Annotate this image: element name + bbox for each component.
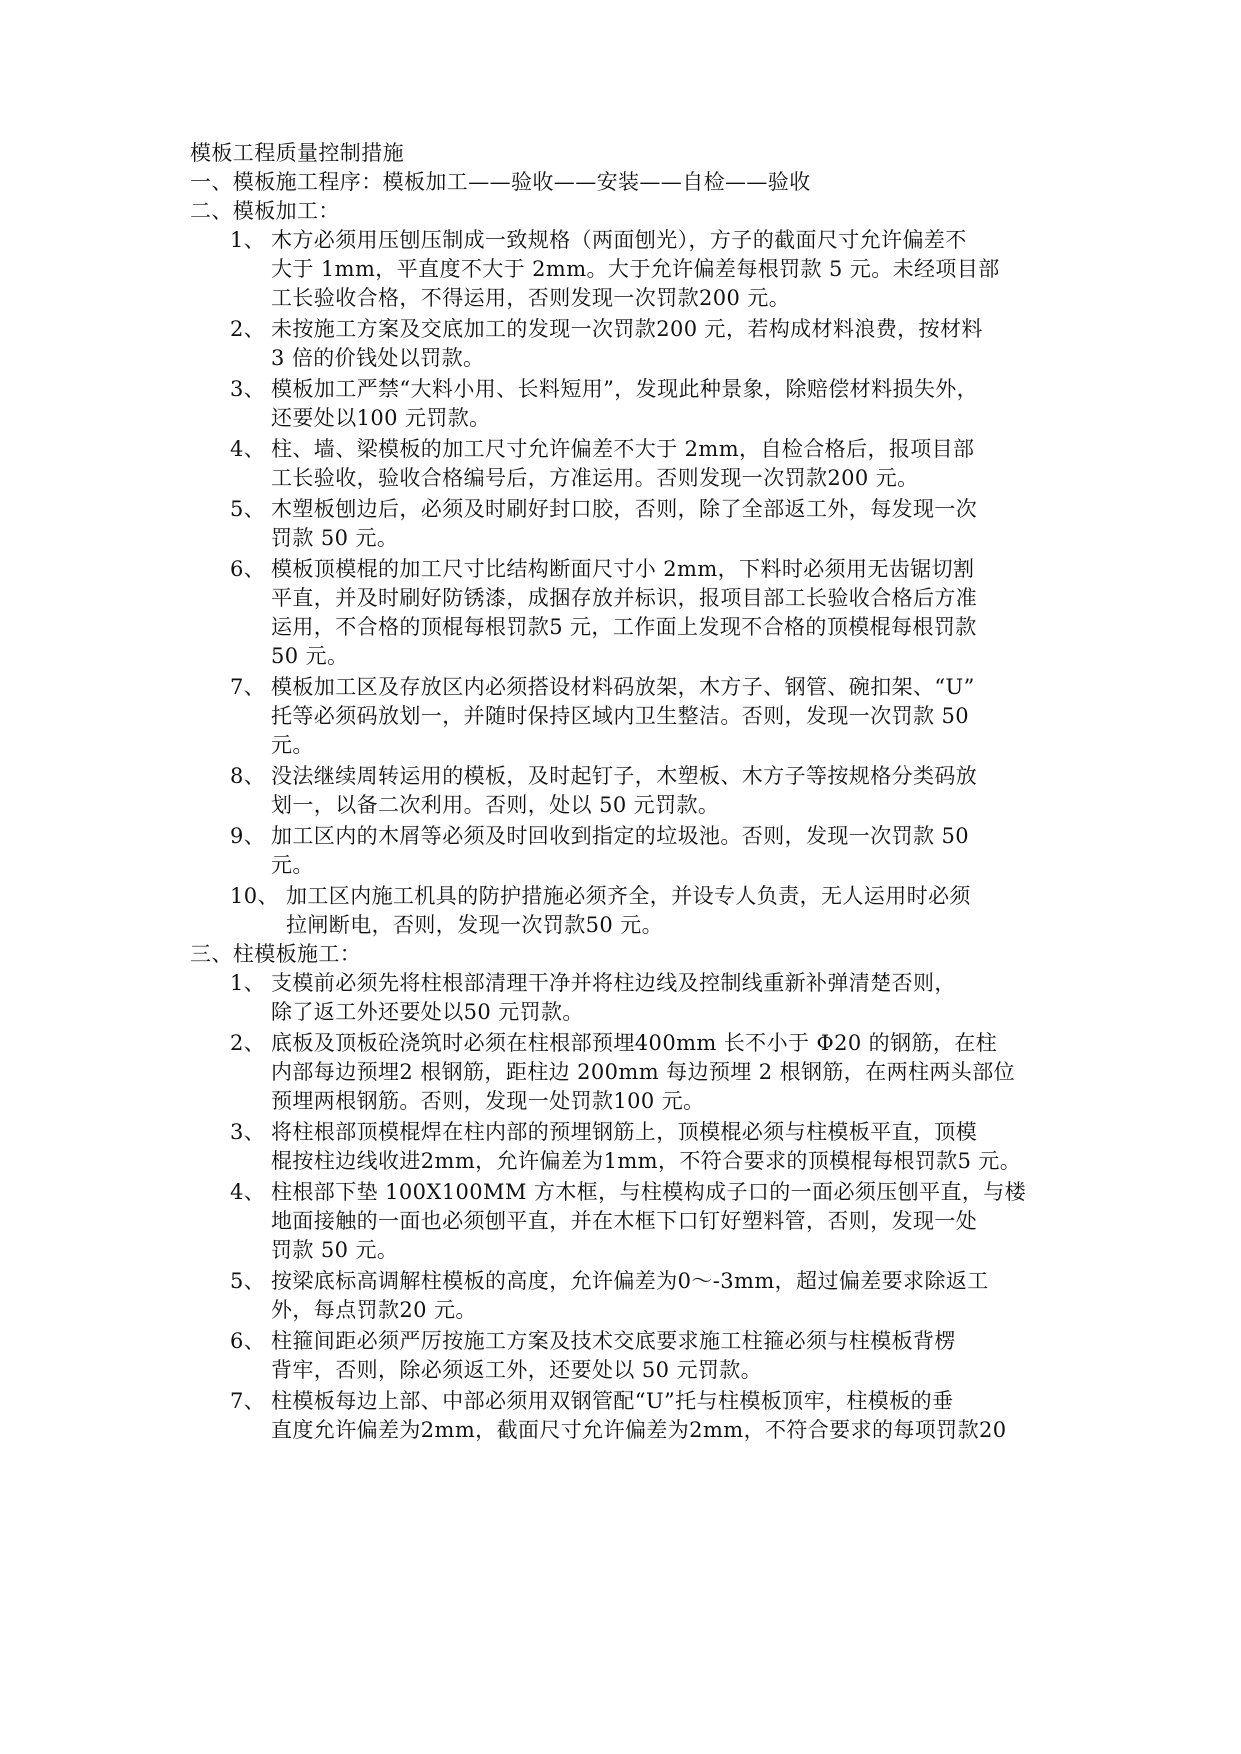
item-number: 6、 [230,557,266,581]
item-text-line: 棍按柱边线收进2mm，允许偏差为1mm，不符合要求的顶模棍每根罚款5 元。 [271,1149,1022,1173]
item-number: 3、 [230,377,266,401]
item-number: 7、 [230,1389,266,1413]
section-heading-2: 二、模板加工： [190,199,340,223]
item-number: 6、 [230,1329,266,1353]
item-text-line: 木方必须用压刨压制成一致规格（两面刨光），方子的截面尺寸允许偏差不 [271,228,967,252]
item-text-line: 元。 [271,733,314,757]
item-number: 5、 [230,1269,266,1293]
item-text-line: 支模前必须先将柱根部清理干净并将柱边线及控制线重新补弹清楚否则， [271,971,956,995]
item-text-line: 50 元。 [271,644,349,668]
item-text-line: 加工区内的木屑等必须及时回收到指定的垃圾池。否则，发现一次罚款 50 [271,824,969,848]
section-heading-1: 一、模板施工程序：模板加工——验收——安装——自检——验收 [190,170,811,194]
item-number: 4、 [230,437,266,461]
item-text-line: 直度允许偏差为2mm，截面尺寸允许偏差为2mm，不符合要求的每项罚款20 [271,1418,1007,1442]
item-text-line: 除了返工外还要处以50 元罚款。 [271,1000,584,1024]
item-text-line: 工长验收，验收合格编号后，方准运用。否则发现一次罚款200 元。 [271,466,919,490]
item-text-line: 模板加工区及存放区内必须搭设材料码放架，木方子、钢管、碗扣架、“U” [271,675,975,699]
item-text-line: 木塑板刨边后，必须及时刷好封口胶，否则，除了全部返工外，每发现一次 [271,497,978,521]
item-number: 10、 [230,884,279,908]
item-text-line: 预埋两根钢筋。否则，发现一处罚款100 元。 [271,1089,705,1113]
item-number: 1、 [230,971,266,995]
item-number: 5、 [230,497,266,521]
item-text-line: 3 倍的价钱处以罚款。 [271,346,485,370]
item-text-line: 托等必须码放划一，并随时保持区域内卫生整洁。否则，发现一次罚款 50 [271,704,969,728]
item-text-line: 罚款 50 元。 [271,1238,399,1262]
item-text-line: 拉闸断电，否则，发现一次罚款50 元。 [286,913,663,937]
item-text-line: 模板顶模棍的加工尺寸比结构断面尺寸小 2mm，下料时必须用无齿锯切割 [271,557,975,581]
item-text-line: 模板加工严禁“大料小用、长料短用”，发现此种景象，除赔偿材料损失外， [271,377,979,401]
item-number: 8、 [230,764,266,788]
item-text-line: 外，每点罚款20 元。 [271,1298,477,1322]
item-text-line: 柱模板每边上部、中部必须用双钢管配“U”托与柱模板顶牢，柱模板的垂 [271,1389,954,1413]
item-text-line: 还要处以100 元罚款。 [271,406,491,430]
item-text-line: 划一，以备二次利用。否则，处以 50 元罚款。 [271,793,720,817]
document-title: 模板工程质量控制措施 [190,141,404,165]
item-text-line: 底板及顶板砼浇筑时必须在柱根部预埋400mm 长不小于 Φ20 的钢筋，在柱 [271,1031,998,1055]
item-text-line: 背牢，否则，除必须返工外，还要处以 50 元罚款。 [271,1358,763,1382]
section-heading-3: 三、柱模板施工： [190,942,362,966]
item-text-line: 柱箍间距必须严厉按施工方案及技术交底要求施工柱箍必须与柱模板背楞 [271,1329,956,1353]
item-text-line: 大于 1mm，平直度不大于 2mm。大于允许偏差每根罚款 5 元。未经项目部 [271,257,1000,281]
item-text-line: 柱、墙、梁模板的加工尺寸允许偏差不大于 2mm，自检合格后，报项目部 [271,437,975,461]
item-number: 2、 [230,1031,266,1055]
item-text-line: 内部每边预埋2 根钢筋，距柱边 200mm 每边预埋 2 根钢筋，在两柱两头部位 [271,1060,1016,1084]
item-text-line: 没法继续周转运用的模板，及时起钉子，木塑板、木方子等按规格分类码放 [271,764,978,788]
item-text-line: 运用，不合格的顶棍每根罚款5 元，工作面上发现不合格的顶模棍每根罚款 [271,615,977,639]
item-number: 2、 [230,317,266,341]
item-text-line: 柱根部下垫 100X100MM 方木框，与柱模构成子口的一面必须压刨平直，与楼 [271,1180,1027,1204]
item-text-line: 工长验收合格，不得运用，否则发现一次罚款200 元。 [271,286,791,310]
item-text-line: 未按施工方案及交底加工的发现一次罚款200 元，若构成材料浪费，按材料 [271,317,983,341]
item-text-line: 将柱根部顶模棍焊在柱内部的预埋钢筋上，顶模棍必须与柱模板平直，顶模 [271,1120,978,1144]
item-number: 7、 [230,675,266,699]
item-text-line: 平直，并及时刷好防锈漆，成捆存放并标识，报项目部工长验收合格后方准 [271,586,978,610]
item-text-line: 罚款 50 元。 [271,526,399,550]
item-text-line: 元。 [271,853,314,877]
item-number: 4、 [230,1180,266,1204]
item-number: 1、 [230,228,266,252]
item-number: 3、 [230,1120,266,1144]
item-text-line: 加工区内施工机具的防护措施必须齐全，并设专人负责，无人运用时必须 [286,884,971,908]
item-text-line: 地面接触的一面也必须刨平直，并在木框下口钉好塑料管，否则，发现一处 [271,1209,978,1233]
item-text-line: 按梁底标高调解柱模板的高度，允许偏差为0～-3mm，超过偏差要求除返工 [271,1269,989,1293]
item-number: 9、 [230,824,266,848]
